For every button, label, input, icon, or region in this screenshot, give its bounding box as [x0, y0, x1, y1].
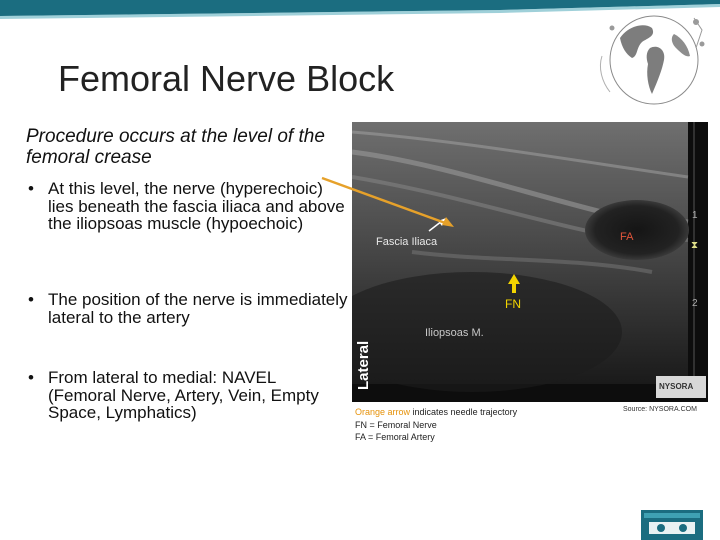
- bullet-dot: •: [28, 179, 34, 198]
- caption-arrow-text: indicates needle trajectory: [410, 407, 518, 417]
- bullet-dot: •: [28, 368, 34, 387]
- bullet-dot: •: [28, 290, 34, 309]
- source-credit: Source: NYSORA.COM: [623, 406, 697, 413]
- bullet-text: At this level, the nerve (hyperechoic) lies beneath the fascia iliaca and above the iliopsoas muscle (hypoechoic): [48, 179, 345, 233]
- bullet-item: [26, 291, 348, 326]
- bullet-item: [26, 369, 348, 422]
- ultrasound-image: [352, 122, 708, 402]
- nysora-logo: NYSORA: [659, 382, 694, 391]
- globe-icon: [592, 8, 710, 108]
- needle-trajectory-arrow: [318, 172, 458, 232]
- caption-fa-line: FA = Femoral Artery: [355, 432, 435, 442]
- fn-label: FN: [505, 297, 521, 311]
- slide-title: Femoral Nerve Block: [58, 58, 395, 99]
- organization-logo-icon: [641, 510, 703, 540]
- image-caption: [355, 406, 517, 444]
- bullet-text: From lateral to medial: NAVEL (Femoral Nerve, Artery, Vein, Empty Space, Lymphatics): [48, 368, 319, 422]
- caption-fn-line: FN = Femoral Nerve: [355, 419, 437, 430]
- lateral-label: Lateral: [355, 340, 372, 390]
- focus-marker-icon: ⧗: [691, 240, 699, 251]
- fascia-iliaca-label: Fascia Iliaca: [376, 236, 438, 248]
- fa-label: FA: [620, 231, 634, 243]
- caption-arrow-line: [355, 406, 517, 419]
- depth-label-2: 2: [692, 298, 698, 309]
- depth-label-1: 1: [692, 210, 698, 221]
- caption-orange-arrow: Orange arrow: [355, 407, 411, 417]
- slide-subtitle: Procedure occurs at the level of the femoral crease: [26, 126, 325, 168]
- iliopsoas-label: Iliopsoas M.: [425, 327, 484, 339]
- bullet-item: [26, 180, 348, 233]
- bullet-text: The position of the nerve is immediately lateral to the artery: [48, 290, 348, 327]
